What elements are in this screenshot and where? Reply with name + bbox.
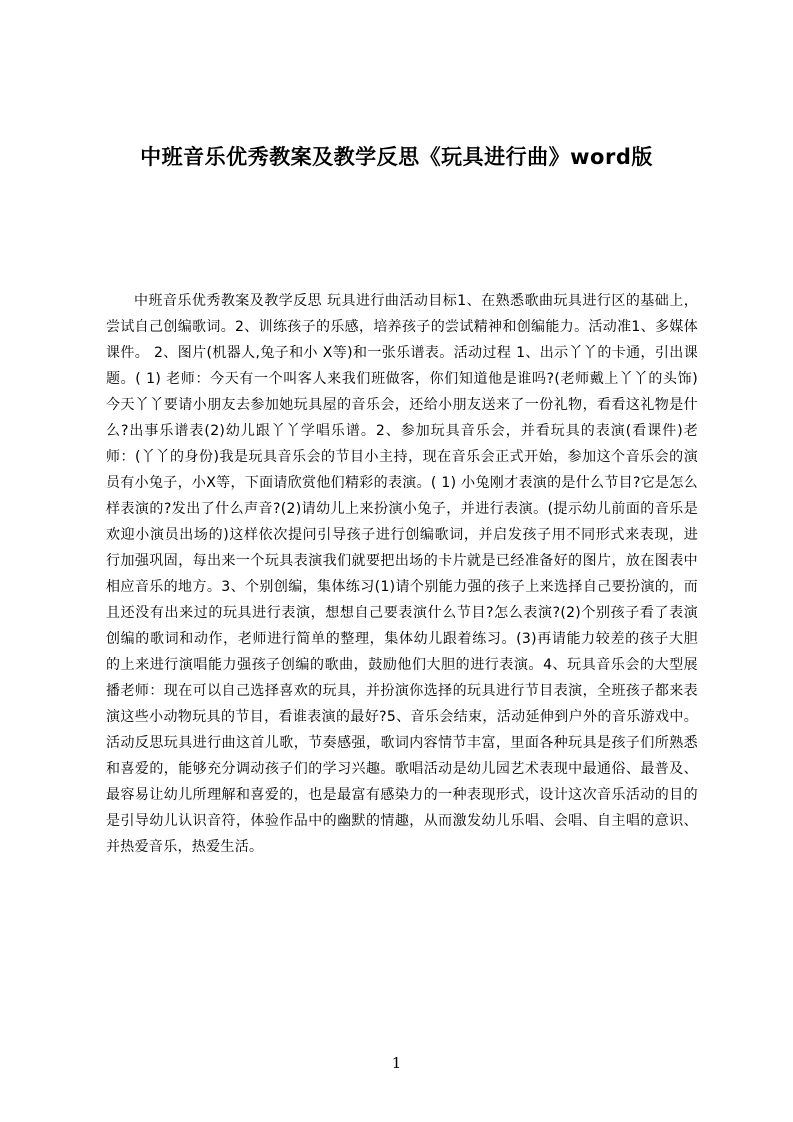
document-body-paragraph: 中班音乐优秀教案及教学反思 玩具进行曲活动目标1、在熟悉歌曲玩具进行区的基础上，尝试自己创编歌词。2、训练孩子的乐感，培养孩子的尝试精神和创编能力。活动准1、多媒体课件。 2、图片(机器人,兔子和小 X等)和一张乐谱表。活动过程 1、出示丫丫的卡通，引出课题。( 1) 老师：今天有一个叫客人来我们班做客，你们知道他是谁吗?(老师戴上丫丫的头饰)今天丫丫要请小朋友去参加她玩具屋的音乐会，还给小朋友送来了一份礼物，看看这礼物是什么?出事乐谱表(2)幼儿跟丫丫学唱乐谱。2、参加玩具音乐会，并看玩具的表演(看课件)老师：(丫丫的身份)我是玩具音乐会的节目小主持，现在音乐会正式开始，参加这个音乐会的演员有小兔子，小X等，下面请欣赏他们精彩的表演。( 1) 小兔刚才表演的是什么节目?它是怎么样表演的?发出了什么声音?(2)请幼儿上来扮演小兔子，并进行表演。(提示幼儿前面的音乐是欢迎小演员出场的)这样依次提问引导孩子进行创编歌词，并启发孩子用不同形式来表现，进行加强巩固，每出来一个玩具表演我们就要把出场的卡片就是已经准备好的图片，放在图表中相应音乐的地方。3、个别创编，集体练习(1)请个别能力强的孩子上来选择自己要扮演的，而且还没有出来过的玩具进行表演，想想自己要表演什么节目?怎么表演?(2)个别孩子看了表演创编的歌词和动作，老师进行简单的整理，集体幼儿跟着练习。(3)再请能力较差的孩子大胆的上来进行演唱能力强孩子创编的歌曲，鼓励他们大胆的进行表演。4、玩具音乐会的大型展播老师：现在可以自己选择喜欢的玩具，并扮演你选择的玩具进行节目表演，全班孩子都来表演这些小动物玩具的节目，看谁表演的最好?5、音乐会结束，活动延伸到户外的音乐游戏中。活动反思玩具进行曲这首儿歌，节奏感强，歌词内容情节丰富，里面各种玩具是孩子们所熟悉和喜爱的，能够充分调动孩子们的学习兴趣。歌唱活动是幼儿园艺术表现中最通俗、最普及、最容易让幼儿所理解和喜爱的，也是最富有感染力的一种表现形式，设计这次音乐活动的目的是引导幼儿认识音符，体验作品中的幽默的情趣，从而激发幼儿乐唱、会唱、自主唱的意识、并热爱音乐，热爱生活。 — [106, 293, 698, 855]
document-title: 中班音乐优秀教案及教学反思《玩具进行曲》word版 — [140, 145, 653, 169]
page-number: 1 — [391, 1054, 402, 1072]
